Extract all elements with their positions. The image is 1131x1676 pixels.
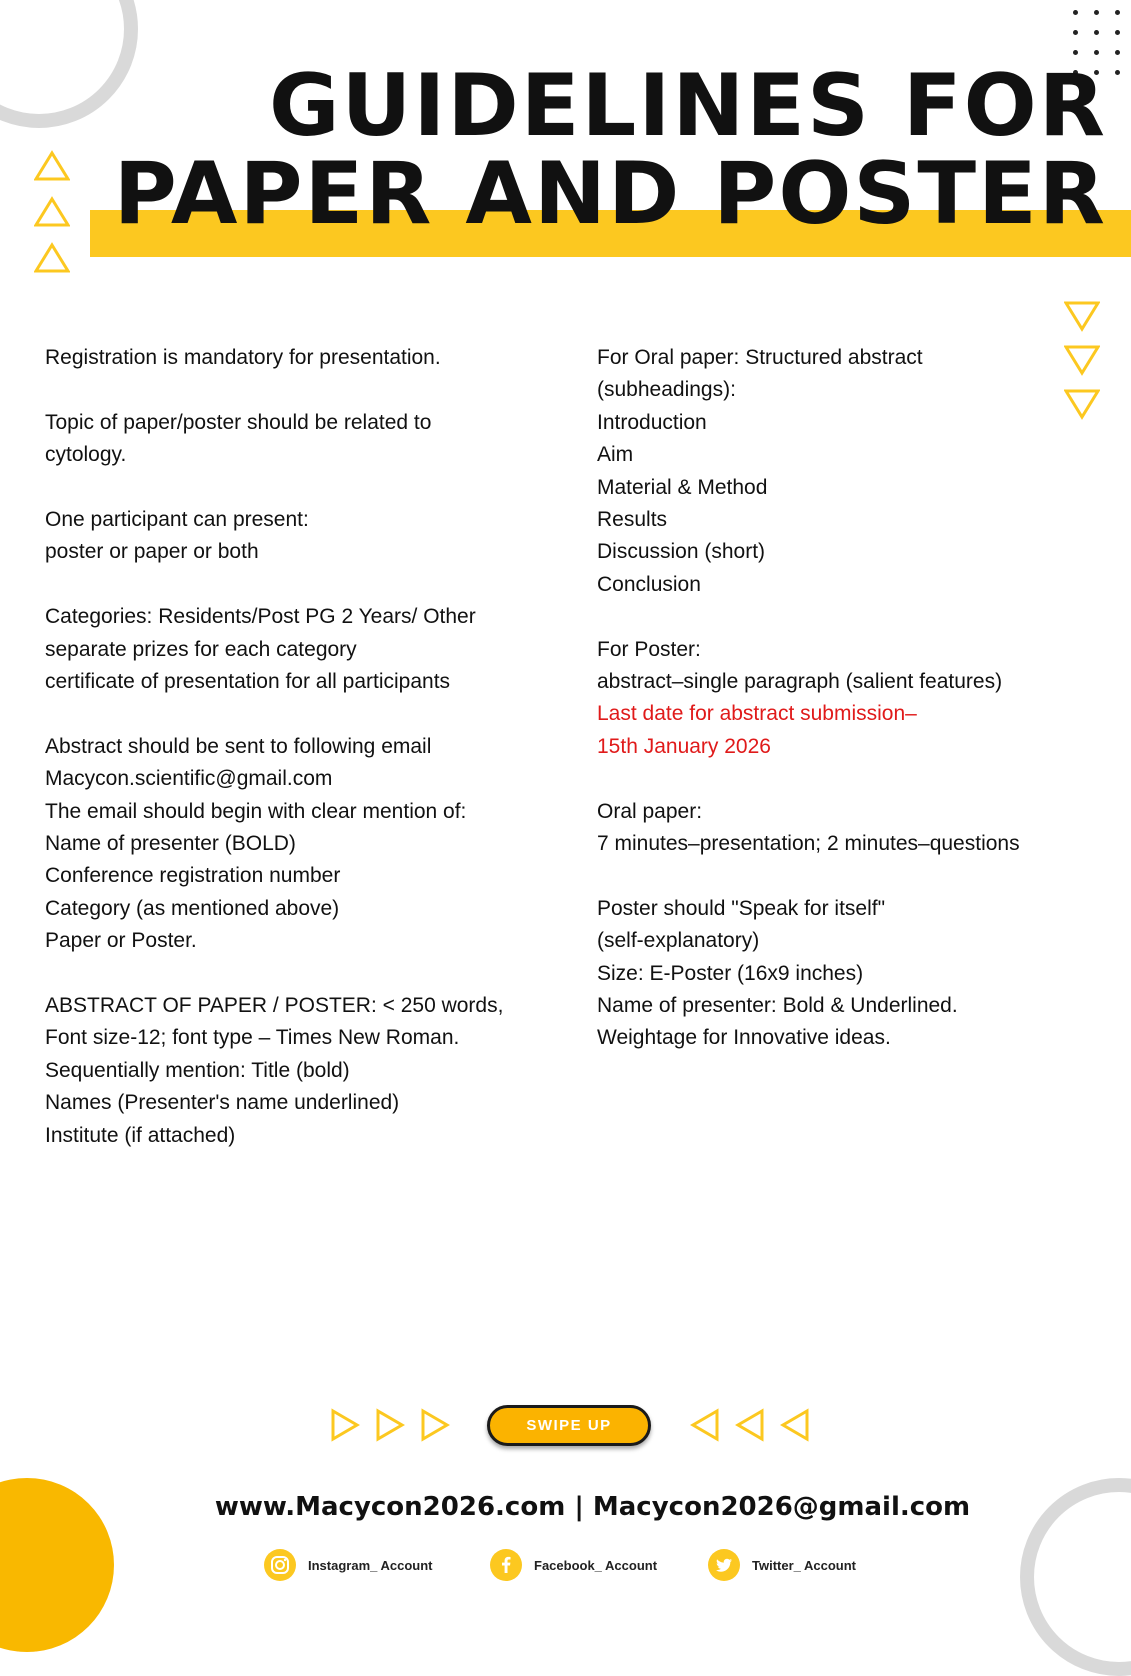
twitter-icon <box>708 1549 740 1581</box>
guideline-line: The email should begin with clear mention of: <box>45 799 467 823</box>
guideline-line: Name of presenter (BOLD) <box>45 832 296 856</box>
guideline-line: Paper or Poster. <box>45 929 197 953</box>
guideline-line: poster or paper or both <box>45 540 259 564</box>
spacer-line <box>45 374 565 406</box>
spacer-line <box>45 472 565 504</box>
guideline-line: For Poster: <box>597 637 701 661</box>
guideline-line: certificate of presentation for all participants <box>45 670 451 694</box>
guideline-line: ABSTRACT OF PAPER / POSTER: < 250 words, <box>45 994 504 1018</box>
facebook-label: Facebook_ Account <box>534 1557 658 1573</box>
social-twitter[interactable] <box>708 1549 856 1581</box>
guideline-line: Registration is mandatory for presentation. <box>45 346 441 369</box>
guideline-line: Conference registration number <box>45 864 341 888</box>
guideline-line: Size: E-Poster (16x9 inches) <box>597 961 864 985</box>
swipe-row <box>0 1405 1131 1455</box>
right-guidelines-column <box>597 342 1097 1055</box>
guideline-line: Introduction <box>597 410 707 434</box>
spacer-line <box>45 958 565 990</box>
guideline-line: One participant can present: <box>45 508 309 531</box>
swipe-up-button[interactable]: SWIPE UP <box>487 1405 651 1446</box>
reverse-arrow-icon <box>780 1408 810 1442</box>
reverse-arrow-icon <box>735 1408 765 1442</box>
guideline-line: separate prizes for each category <box>45 637 357 661</box>
title-line-1: GUIDELINES FOR <box>268 56 1107 156</box>
guideline-line: Name of presenter: Bold & Underlined. <box>597 994 958 1018</box>
instagram-label: Instagram_ Account <box>308 1557 433 1573</box>
triangle-up-icon <box>34 196 70 228</box>
guideline-line: For Oral paper: Structured abstract <box>597 346 923 369</box>
instagram-icon <box>264 1549 296 1581</box>
guideline-line: Poster should "Speak for itself" <box>597 896 886 920</box>
guideline-line: Category (as mentioned above) <box>45 896 340 920</box>
guideline-line: Categories: Residents/Post PG 2 Years/ Other <box>45 605 476 629</box>
deadline-notice: Last date for abstract submission– <box>597 702 917 726</box>
guideline-line: Material & Method <box>597 475 768 499</box>
triangle-down-icon <box>1064 300 1100 332</box>
spacer-line <box>597 763 1097 795</box>
guideline-line: Institute (if attached) <box>45 1123 236 1147</box>
guideline-line: (subheadings): <box>597 378 736 402</box>
page-title <box>113 56 1107 244</box>
spacer-line <box>45 698 565 730</box>
reverse-arrow-icon <box>690 1408 720 1442</box>
title-line-2: PAPER AND POSTER <box>113 144 1107 244</box>
guideline-line: (self-explanatory) <box>597 929 760 953</box>
guideline-line: Sequentially mention: Title (bold) <box>45 1058 350 1082</box>
social-facebook[interactable] <box>490 1549 657 1581</box>
triangle-up-icon <box>34 242 70 274</box>
guideline-line: cytology. <box>45 443 127 467</box>
guideline-line: Discussion (short) <box>597 540 766 564</box>
guideline-line: abstract–single paragraph (salient features) <box>597 670 1003 694</box>
submission-email[interactable]: Macycon.scientific@gmail.com <box>45 767 333 791</box>
guideline-line: Abstract should be sent to following email <box>45 734 432 758</box>
triangle-up-icon <box>34 150 70 182</box>
play-arrow-icon <box>375 1408 405 1442</box>
spacer-line <box>45 569 565 601</box>
guideline-line: Topic of paper/poster should be related to <box>45 410 432 434</box>
guideline-line: Results <box>597 508 668 532</box>
spacer-line <box>597 860 1097 892</box>
guideline-line: Names (Presenter's name underlined) <box>45 1091 400 1115</box>
play-arrow-icon <box>330 1408 360 1442</box>
guideline-line: Oral paper: <box>597 799 703 823</box>
left-guidelines-column <box>45 342 565 1152</box>
guideline-line: 7 minutes–presentation; 2 minutes–questions <box>597 832 1020 856</box>
spacer-line <box>597 601 1097 633</box>
guideline-line: Conclusion <box>597 572 701 596</box>
deadline-date: 15th January 2026 <box>597 734 771 758</box>
guideline-line: Weightage for Innovative ideas. <box>597 1026 891 1050</box>
guideline-line: Aim <box>597 443 634 467</box>
twitter-label: Twitter_ Account <box>752 1557 857 1573</box>
guideline-line: Font size-12; font type – Times New Roman. <box>45 1026 460 1050</box>
facebook-icon <box>490 1549 522 1581</box>
contact-line[interactable]: www.Macycon2026.com | Macycon2026@gmail.com <box>214 1492 971 1522</box>
social-instagram[interactable] <box>264 1549 433 1581</box>
decor-triangles-left <box>34 150 70 274</box>
play-arrow-icon <box>420 1408 450 1442</box>
